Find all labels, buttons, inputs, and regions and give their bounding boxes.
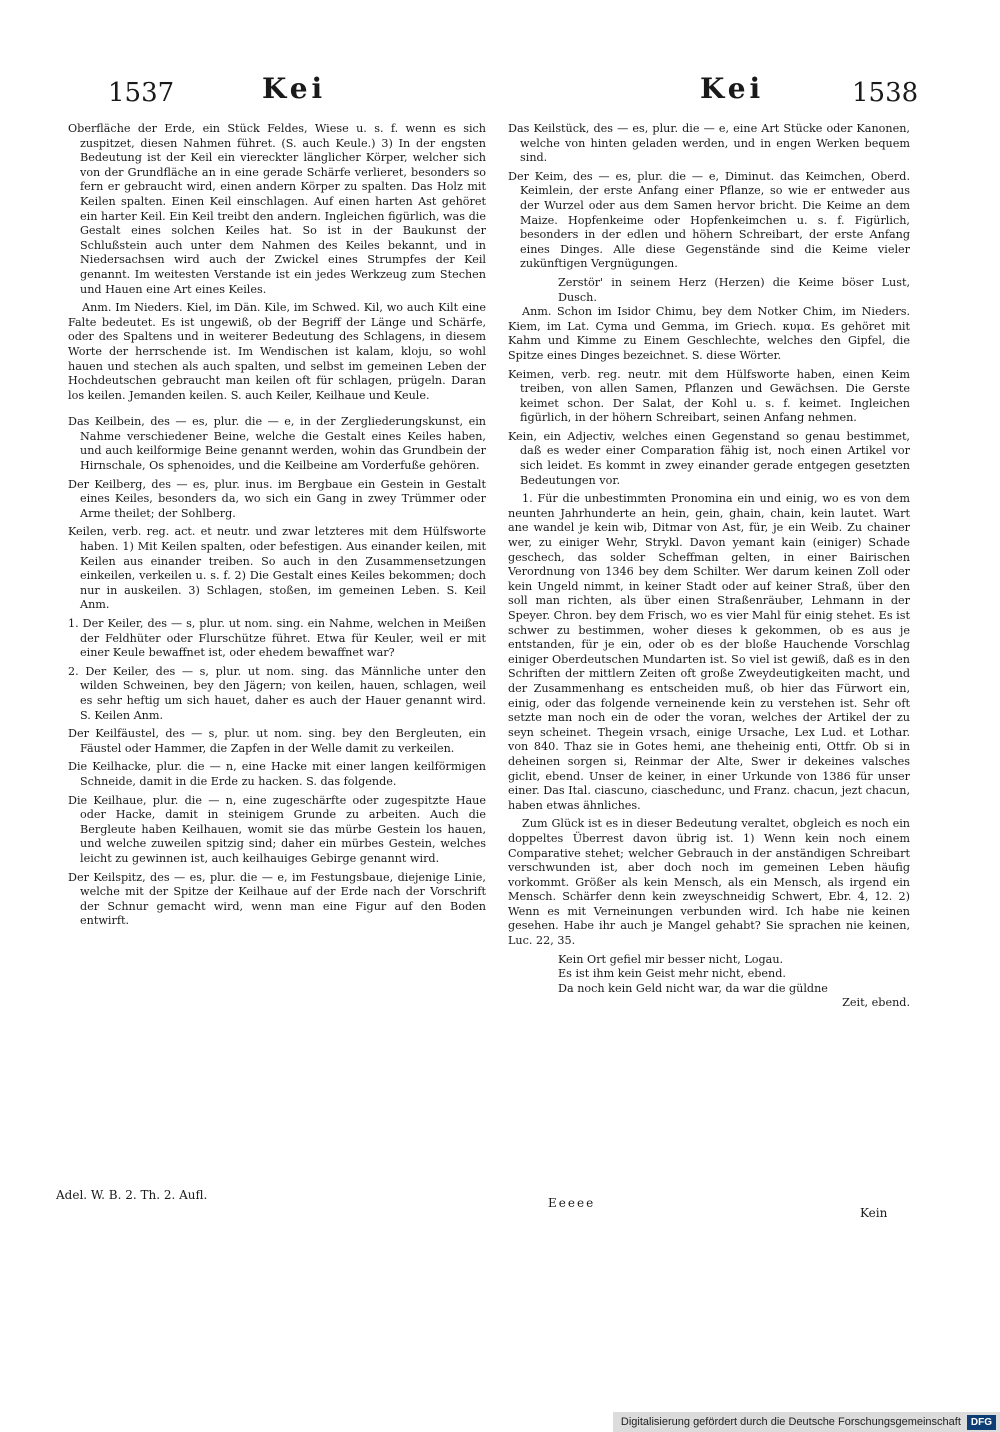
entry-keil-anm: Anm. Im Nieders. Kiel, im Dän. Kile, im Schwed. Kil, wo auch Kilt eine Falte bedeutet. Es ist ungewiß, ob der Begriff der Länge und Schärfe, oder des Spaltens und in weiterer Bedeutung des Schlagens, in diesem Worte der herrschende ist. Im Wendischen ist kalam, kloju, so wohl hauen und stechen als auch spalten, und selbst im gemeinen Leben der Hochdeutschen gebraucht man keilen oft für schlagen, prügeln. Daran los keilen. Jemanden keilen. S. auch Keiler, Keilhaue und Keule. — [68, 301, 486, 402]
left-signature-line: Adel. W. B. 2. Th. 2. Aufl. — [56, 1188, 208, 1202]
quote-dusch: Zerstör' in seinem Herz (Herzen) die Keime böser Lust, Dusch. — [558, 275, 910, 304]
entry-keilhacke: Die Keilhacke, plur. die — n, eine Hacke mit einer langen keilförmigen Schneide, damit in die Erde zu hacken. S. das folgende. — [68, 760, 486, 788]
printer-signature: Eeeee — [548, 1196, 596, 1210]
quote-ebend-3: Zeit, ebend. — [842, 996, 910, 1010]
entry-keilbein: Das Keilbein, des — es, plur. die — e, in der Zergliederungskunst, ein Nahme verschiedener Beine, welche die Gestalt eines Keiles haben, und auch keilformige Beine genannt werden, wohin das Grundbein der Hirnschale, Os sphenoides, und die Keilbeine am Vorderfuße gehören. — [68, 415, 486, 473]
quote-logau: Kein Ort gefiel mir besser nicht, Logau. — [558, 952, 784, 966]
left-running-head: Kei — [262, 72, 327, 105]
entry-keil-continued: Oberfläche der Erde, ein Stück Feldes, Wiese u. s. f. wenn es sich zuspitzet, diesen Nahmen führet. (S. auch Keule.) 3) In der engsten Bedeutung ist der Keil ein viereckter länglicher Körper, welcher sich von der Grundfläche an in eine gerade Schärfe verlieret, besonders so fern er gebraucht wird, einen andern Körper zu spalten. Das Holz mit Keilen spalten. Einen Keil einschlagen. Auf einen harten Ast gehöret ein harter Keil. Ein Keil treibt den andern. Ingleichen figürlich, was die Gestalt eines solchen Keiles hat. So ist in der Baukunst der Schlußstein auch unter dem Nahmen des Keiles bekannt, und in Niedersachsen wird auch der Zwickel eines Strumpfes der Keil genannt. Im weitesten Verstande ist ein jedes Werkzeug zum Stechen und Hauen eine Art eines Keiles. — [68, 122, 486, 296]
quote-ebend-2: Da noch kein Geld nicht war, da war die güldne — [558, 981, 828, 995]
dfg-logo: DFG — [967, 1415, 996, 1430]
left-column — [68, 122, 486, 1187]
right-running-head: Kei — [700, 72, 765, 105]
entry-keimen: Keimen, verb. reg. neutr. mit dem Hülfsworte haben, einen Keim treiben, von allen Samen, Pflanzen und Gewächsen. Die Gerste keimet schon. Der Salat, der Kohl u. s. f. keimet. Ingleichen figürlich, in der höhern Schreibart, seinen Anfang nehmen. — [508, 367, 910, 425]
entry-keilen: Keilen, verb. reg. act. et neutr. und zwar letzteres mit dem Hülfsworte haben. 1) Mit Keilen spalten, oder befestigen. Aus einander keilen, mit Keilen aus einander treiben. So auch in den Zusammensetzungen einkeilen, verkeilen u. s. f. 2) Die Gestalt eines Keiles bekommen; doch nur in auskeilen. 3) Schlagen, stoßen, im gemeinen Leben. S. Keil Anm. — [68, 525, 486, 612]
entry-keim-anm: Anm. Schon im Isidor Chimu, bey dem Notker Chim, im Nieders. Kiem, im Lat. Cyma und Gemma, im Griech. κυμα. Es gehöret mit Kahm und Kimme zu Einem Geschlechte, welches den Gipfel, die Spitze eines Dinges bezeichnet. S. diese Wörter. — [508, 305, 910, 362]
entry-keilberg: Der Keilberg, des — es, plur. inus. im Bergbaue ein Gestein in Gestalt eines Keiles, besonders da, wo sich ein Gang in zwey Trümmer oder Arme theilet; der Sohlberg. — [68, 477, 486, 520]
funding-text: Digitalisierung gefördert durch die Deutsche Forschungsgemeinschaft — [620, 1416, 961, 1428]
entry-keiler-2: 2. Der Keiler, des — s, plur. ut nom. sing. das Männliche unter den wilden Schweinen, bey den Jägern; von keilen, hauen, schlagen, weil es sehr heftig um sich hauet, daher es auch der Hauer genannt wird. S. Keilen Anm. — [68, 664, 486, 722]
entry-keilhaue: Die Keilhaue, plur. die — n, eine zugeschärfte oder zugespitzte Haue oder Hacke, damit in steinigem Grunde zu arbeiten. Auch die Bergleute haben Keilhauen, womit sie das mürbe Gestein los hauen, und welche zuweilen spitzig sind; daher ein mürbes Gestein, welches leicht zu gewinnen ist, auch keilhauiges Gebirge genannt wird. — [68, 793, 486, 865]
entry-keilstueck: Das Keilstück, des — es, plur. die — e, eine Art Stücke oder Kanonen, welche von hinten geladen werden, und in engen Werken bequem sind. — [508, 122, 910, 165]
entry-keiler-1: 1. Der Keiler, des — s, plur. ut nom. sing. ein Nahme, welchen in Meißen der Feldhüter oder Flurschütze führet. Etwa für Keuler, weil er mit einer Keule bewaffnet ist, oder ehedem bewaffnet war? — [68, 617, 486, 660]
right-page-number: 1538 — [852, 78, 919, 108]
entry-kein: Kein, ein Adjectiv, welches einen Gegenstand so genau bestimmet, daß es weder einer Comparation fähig ist, noch einen Artikel vor sich leidet. Es kommt in zwey einander gerade entgegen gesetzten Bedeutungen vor. — [508, 429, 910, 487]
entry-keilfaeustel: Der Keilfäustel, des — s, plur. ut nom. sing. bey den Bergleuten, ein Fäustel oder Hammer, die Zapfen in der Welle damit zu verkeilen. — [68, 727, 486, 755]
dfg-funding-bar — [613, 1412, 1000, 1432]
entry-kein-sense-1: 1. Für die unbestimmten Pronomina ein und einig, wo es von dem neunten Jahrhunderte an hein, gein, ghain, chain, kein lautet. Wart ane wandel je kein wib, Ditmar von Ast, für, je ein Weib. Zu chainer wer, zu einiger Wehr, Strykl. Davon yemant kain (einiger) Schade geschech, das solder Scheffman gelten, in einer Bairischen Verordnung von 1346 bey dem Schilter. Wer darum keinen Zoll oder kein Ungeld nimmt, in keiner Stadt oder auf keiner Straß, über den soll man richten, als über einen Straßenräuber, Lehmann in der Speyer. Chron. bey dem Frisch, wo es vier Mahl für einig stehet. Es ist schwer zu bestimmen, woher dieses k gekommen, ob es aus je entstanden, für je ein, oder ob es der bloße Hauchende Vorschlag einiger Oberdeutschen Mundarten ist. So viel ist gewiß, daß es in den Schriften der mittlern Zeiten oft große Zweydeutigkeiten macht, und der Zusammenhang es entscheiden muß, ob hier das Fürwort ein, einig, oder das folgende verneinende kein zu verstehen ist. Sehr oft setzte man noch ein de oder the voran, welches der Artikel der zu seyn scheinet. Thegein vrsach, einige Ursache, Lex Lud. et Lothar. von 840. Thaz sie in Gotes hemi, ane theheinig enti, Ottfr. Ob si in deheinen sorgen si, Reinmar der Alte, Swer ir dekeines valsches giclit, ebend. Unser de keiner, in einer Urkunde von 1386 für unser einer. Das Ital. ciascuno, ciaschedunc, und Franz. chacun, jezt chacun, haben etwas ähnliches. — [508, 492, 910, 812]
quote-ebend-1: Es ist ihm kein Geist mehr nicht, ebend. — [558, 967, 786, 981]
entry-keilspitz: Der Keilspitz, des — es, plur. die — e, im Festungsbaue, diejenige Linie, welche mit der Spitze der Keilhaue auf der Erde nach der Vorschrift der Schnur gemacht wird, wenn man eine Figur auf den Boden entwirft. — [68, 870, 486, 928]
entry-kein-note: Zum Glück ist es in dieser Bedeutung veraltet, obgleich es noch ein doppeltes Überrest davon übrig ist. 1) Wenn kein noch einem Comparative stehet; welcher Gebrauch in der anständigen Schreibart verschwunden ist, aber doch noch im gemeinen Leben häufig vorkommt. Größer als kein Mensch, als ein Mensch, als irgend ein Mensch. Schärfer denn kein zweyschneidig Schwert, Ebr. 4, 12. 2) Wenn es mit Verneinungen verbunden wird. Ich habe nie keinen gesehen. Habe ihr auch je Mangel gehabt? Sie sprachen nie keinen, Luc. 22, 35. — [508, 817, 910, 948]
right-column — [508, 122, 910, 1187]
left-page-number: 1537 — [108, 78, 175, 108]
entry-keim: Der Keim, des — es, plur. die — e, Diminut. das Keimchen, Oberd. Keimlein, der erste Anfang einer Pflanze, so wie er entweder aus der Wurzel oder aus dem Samen hervor bricht. Die Keime an dem Maize. Hopfenkeime oder Hopfenkeimchen u. s. f. Figürlich, besonders in der edlen und höhern Schreibart, der erste Anfang eines Dinges. Alle diese Gegenstände sind die Keime vieler zukünftigen Vergnügungen. — [508, 169, 910, 271]
catchword: Kein — [860, 1206, 888, 1220]
